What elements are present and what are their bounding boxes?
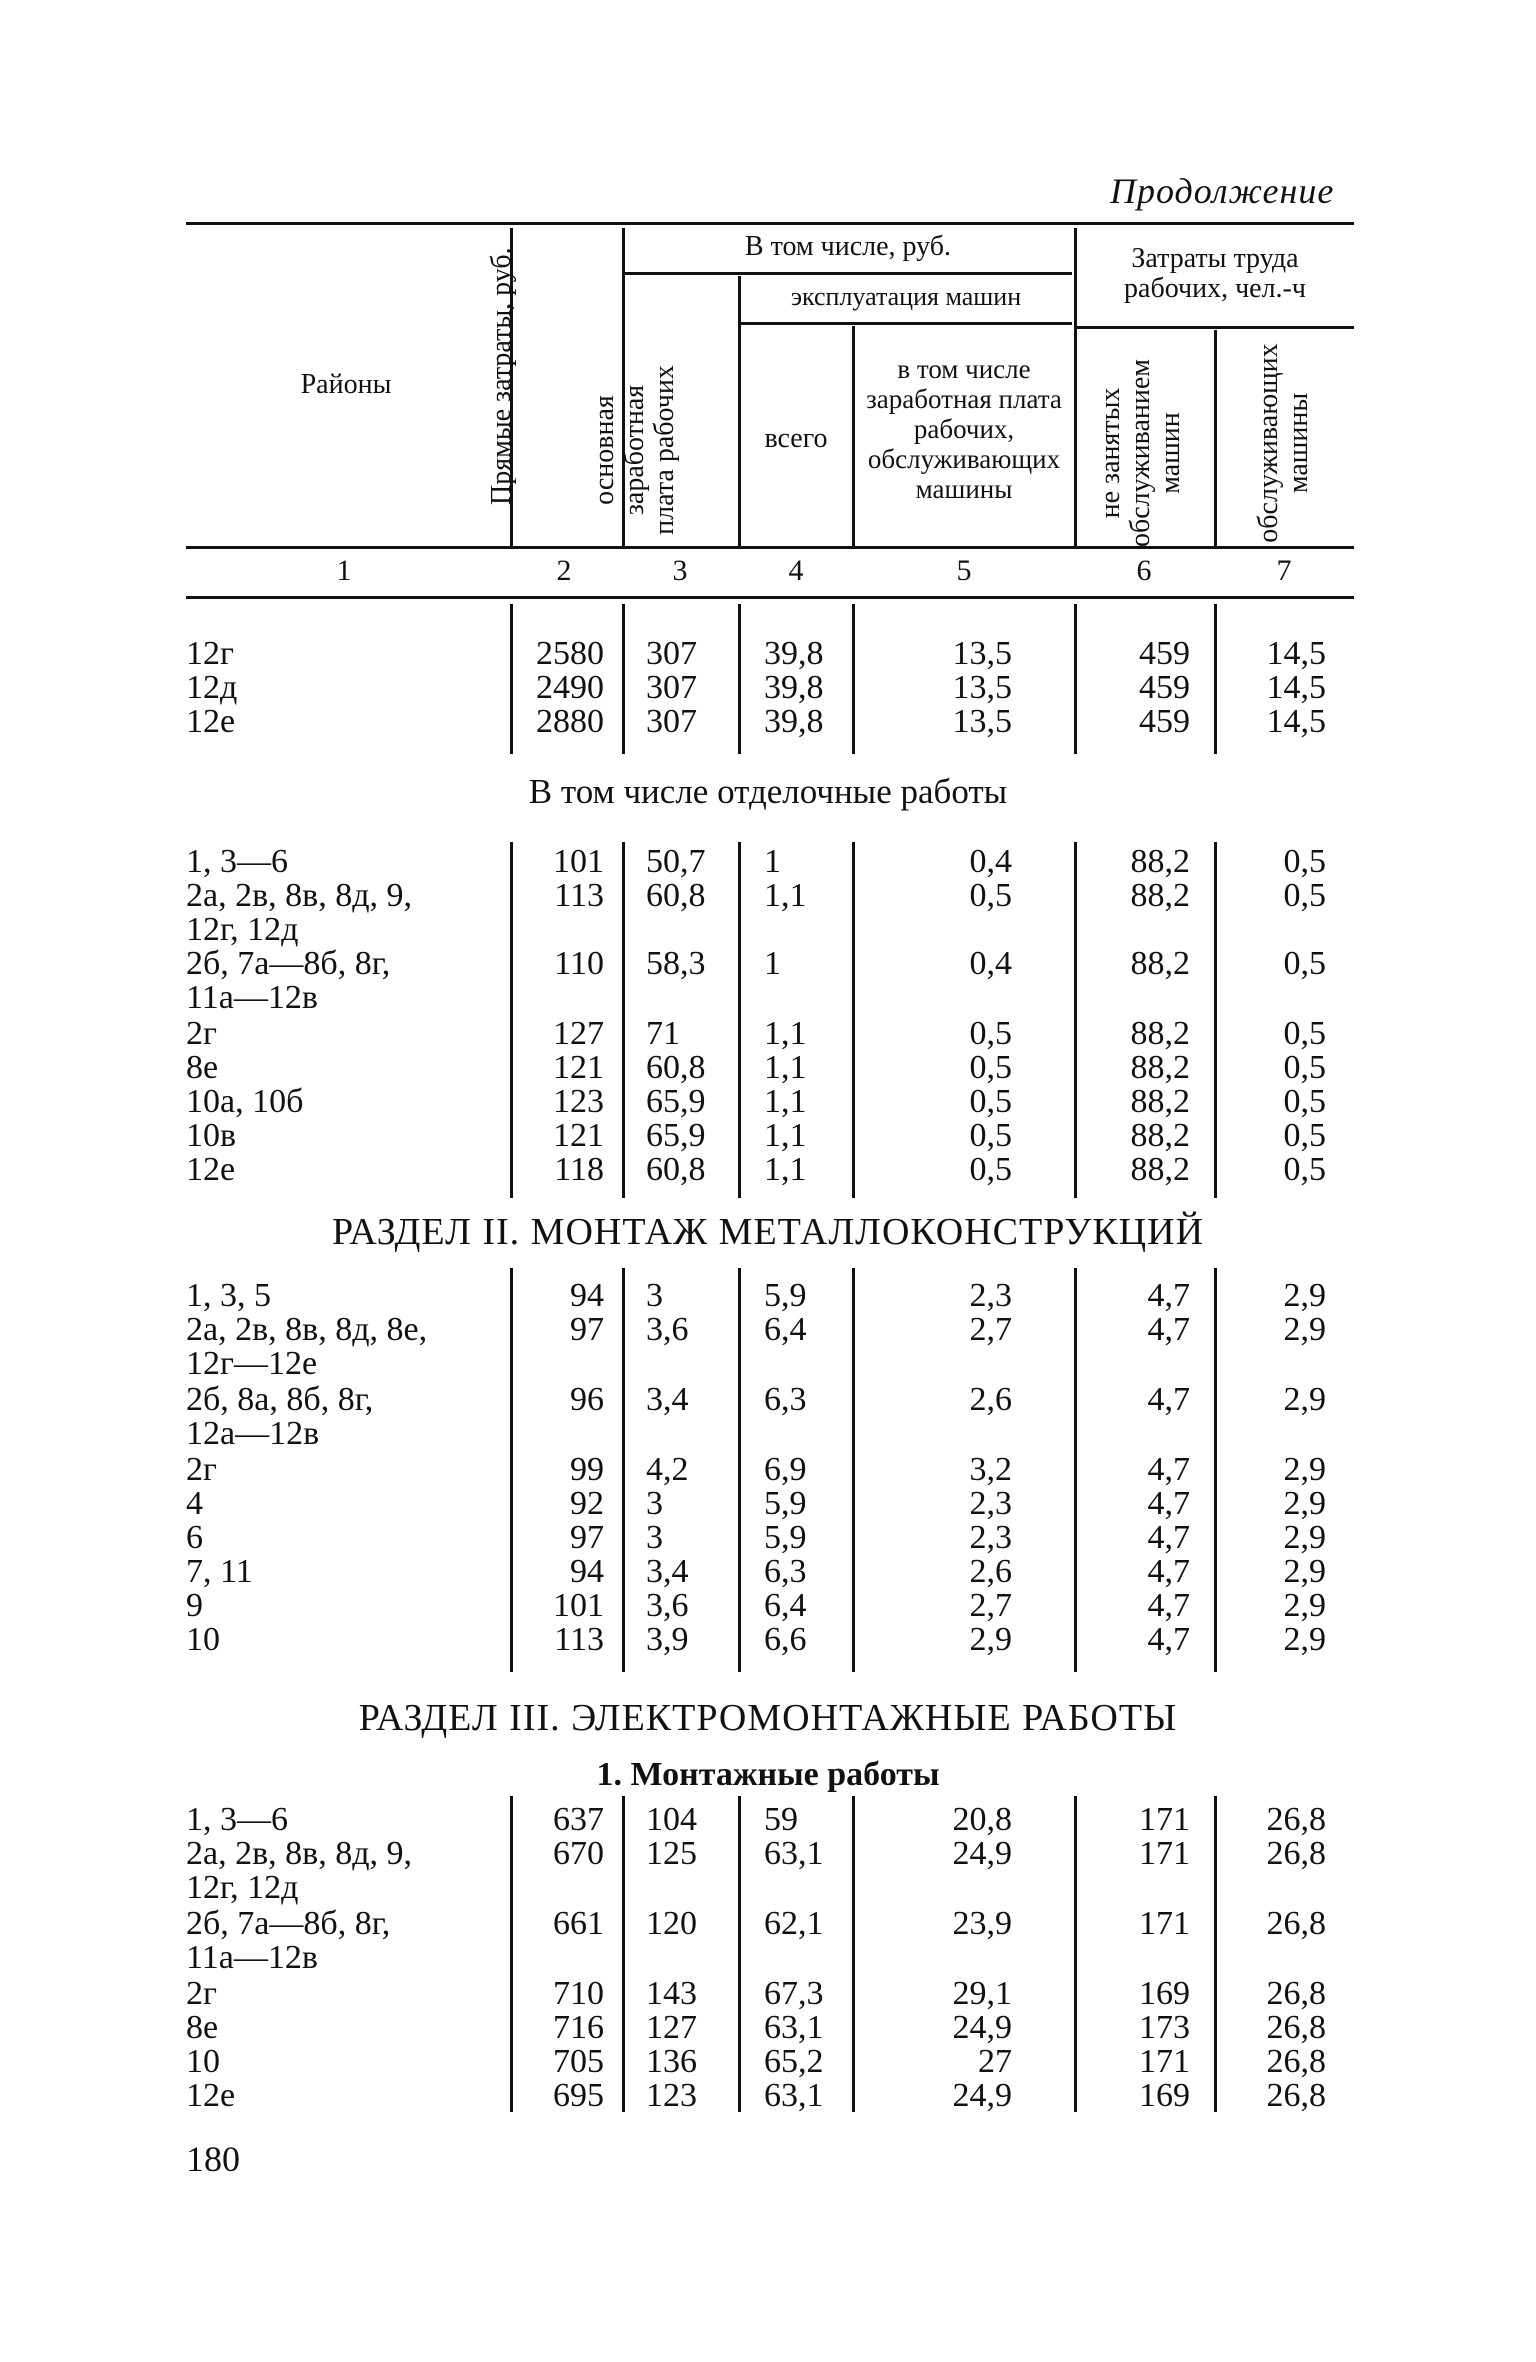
value-cell-col-3: 143	[646, 1975, 697, 2012]
value-cell-col-5: 24,9	[952, 2009, 1012, 2046]
value-cell-col-4: 39,8	[764, 635, 824, 672]
value-cell-col-6: 4,7	[1147, 1451, 1190, 1488]
value-cell-col-2: 118	[554, 1151, 604, 1188]
value-cell-col-5: 0,5	[969, 877, 1012, 914]
value-cell-col-7: 2,9	[1283, 1451, 1326, 1488]
value-cell-col-5: 2,3	[969, 1277, 1012, 1314]
value-cell-col-4: 62,1	[764, 1905, 824, 1942]
value-cell-col-7: 2,9	[1283, 1587, 1326, 1624]
value-cell-col-2: 101	[553, 1587, 604, 1624]
colnum-5: 5	[956, 554, 972, 587]
value-cell-col-3: 58,3	[646, 945, 706, 982]
value-cell-col-7: 26,8	[1266, 2043, 1326, 2080]
header-including-rub: В том числе, руб.	[744, 231, 952, 262]
colnum-4: 4	[788, 554, 804, 587]
column-separator	[1074, 842, 1077, 1198]
value-cell-col-5: 2,6	[969, 1381, 1012, 1418]
value-cell-col-6: 88,2	[1130, 945, 1190, 982]
value-cell-col-4: 5,9	[764, 1519, 807, 1556]
value-cell-col-7: 0,5	[1283, 1049, 1326, 1086]
header-base-wages: основная заработная плата рабочих	[589, 365, 680, 535]
page-number: 180	[186, 2139, 240, 2179]
header-direct-costs-text: Прямые затраты, руб.	[486, 247, 517, 505]
section-3-title: РАЗДЕЛ III. ЭЛЕКТРОМОНТАЖНЫЕ РАБОТЫ	[358, 1697, 1178, 1739]
district-cell: 9	[186, 1587, 203, 1624]
value-cell-col-7: 14,5	[1266, 635, 1326, 672]
header-machine-operation: эксплуатация машин	[790, 282, 1022, 311]
value-cell-col-4: 63,1	[764, 1835, 824, 1872]
value-cell-col-7: 26,8	[1266, 1975, 1326, 2012]
value-cell-col-2: 94	[570, 1553, 604, 1590]
value-cell-col-3: 3,9	[646, 1621, 689, 1658]
value-cell-col-3: 60,8	[646, 877, 706, 914]
value-cell-col-4: 6,3	[764, 1553, 807, 1590]
column-separator	[1214, 1796, 1217, 2112]
value-cell-col-7: 26,8	[1266, 1905, 1326, 1942]
colnum-2: 2	[556, 554, 572, 587]
value-cell-col-7: 26,8	[1266, 2077, 1326, 2114]
colnum-7: 7	[1276, 554, 1292, 587]
colnum-bottom-rule	[186, 596, 1354, 599]
value-cell-col-2: 99	[570, 1451, 604, 1488]
district-cell: 12д	[186, 669, 238, 706]
value-cell-col-4: 63,1	[764, 2009, 824, 2046]
value-cell-col-4: 6,6	[764, 1621, 807, 1658]
column-separator	[622, 1796, 625, 2112]
value-cell-col-3: 120	[646, 1905, 697, 1942]
district-cell: 2а, 2в, 8в, 8д, 9,	[186, 877, 412, 914]
value-cell-col-3: 136	[646, 2043, 697, 2080]
value-cell-col-6: 171	[1139, 1835, 1190, 1872]
value-cell-col-5: 2,7	[969, 1311, 1012, 1348]
value-cell-col-7: 2,9	[1283, 1311, 1326, 1348]
value-cell-col-2: 94	[570, 1277, 604, 1314]
value-cell-col-2: 695	[553, 2077, 604, 2114]
value-cell-col-2: 121	[553, 1117, 604, 1154]
value-cell-col-3: 71	[646, 1015, 680, 1052]
value-cell-col-4: 6,4	[764, 1311, 807, 1348]
value-cell-col-6: 88,2	[1130, 843, 1190, 880]
value-cell-col-5: 0,5	[969, 1049, 1012, 1086]
value-cell-col-6: 4,7	[1147, 1621, 1190, 1658]
district-cell: 10	[186, 2043, 220, 2080]
district-cell: 12е	[186, 703, 236, 740]
value-cell-col-6: 171	[1139, 1801, 1190, 1838]
value-cell-col-5: 27	[978, 2043, 1012, 2080]
vline	[1214, 330, 1217, 546]
value-cell-col-3: 3,4	[646, 1553, 689, 1590]
value-cell-col-2: 127	[553, 1015, 604, 1052]
value-cell-col-3: 60,8	[646, 1151, 706, 1188]
district-cell-continued: 11а—12в	[186, 1939, 318, 1976]
value-cell-col-5: 2,3	[969, 1519, 1012, 1556]
value-cell-col-3: 307	[646, 669, 697, 706]
value-cell-col-6: 4,7	[1147, 1587, 1190, 1624]
value-cell-col-2: 101	[553, 843, 604, 880]
value-cell-col-2: 710	[553, 1975, 604, 2012]
value-cell-col-5: 29,1	[952, 1975, 1012, 2012]
value-cell-col-6: 88,2	[1130, 1015, 1190, 1052]
column-separator	[1214, 1268, 1217, 1672]
value-cell-col-3: 307	[646, 635, 697, 672]
header-top-rule	[186, 222, 1354, 225]
value-cell-col-3: 3	[646, 1485, 663, 1522]
value-cell-col-6: 459	[1139, 669, 1190, 706]
district-cell-continued: 12а—12в	[186, 1415, 320, 1452]
value-cell-col-5: 0,5	[969, 1151, 1012, 1188]
value-cell-col-2: 716	[553, 2009, 604, 2046]
hline	[624, 272, 1072, 275]
district-cell: 4	[186, 1485, 203, 1522]
value-cell-col-5: 2,9	[969, 1621, 1012, 1658]
district-cell: 8е	[186, 2009, 219, 2046]
value-cell-col-7: 2,9	[1283, 1277, 1326, 1314]
value-cell-col-2: 97	[570, 1519, 604, 1556]
value-cell-col-2: 113	[554, 1621, 604, 1658]
value-cell-col-6: 88,2	[1130, 1151, 1190, 1188]
district-cell-continued: 12г, 12д	[186, 911, 299, 948]
value-cell-col-7: 0,5	[1283, 1117, 1326, 1154]
value-cell-col-7: 0,5	[1283, 1015, 1326, 1052]
value-cell-col-6: 171	[1139, 1905, 1190, 1942]
value-cell-col-2: 110	[554, 945, 604, 982]
value-cell-col-5: 24,9	[952, 1835, 1012, 1872]
district-cell: 2б, 8а, 8б, 8г,	[186, 1381, 374, 1418]
district-cell: 1, 3, 5	[186, 1277, 271, 1314]
value-cell-col-2: 661	[553, 1905, 604, 1942]
value-cell-col-2: 2880	[536, 703, 604, 740]
value-cell-col-6: 169	[1139, 1975, 1190, 2012]
value-cell-col-5: 24,9	[952, 2077, 1012, 2114]
value-cell-col-7: 0,5	[1283, 1151, 1326, 1188]
value-cell-col-6: 88,2	[1130, 1083, 1190, 1120]
colnum-1: 1	[336, 554, 352, 587]
value-cell-col-3: 3,6	[646, 1587, 689, 1624]
value-cell-col-4: 1,1	[764, 877, 807, 914]
value-cell-col-7: 0,5	[1283, 945, 1326, 982]
value-cell-col-5: 0,4	[969, 945, 1012, 982]
value-cell-col-5: 13,5	[952, 635, 1012, 672]
colnum-6: 6	[1136, 554, 1152, 587]
value-cell-col-6: 173	[1139, 2009, 1190, 2046]
value-cell-col-6: 4,7	[1147, 1485, 1190, 1522]
value-cell-col-4: 59	[764, 1801, 798, 1838]
district-cell: 2б, 7а—8б, 8г,	[186, 945, 391, 982]
value-cell-col-5: 3,2	[969, 1451, 1012, 1488]
value-cell-col-4: 6,3	[764, 1381, 807, 1418]
value-cell-col-3: 307	[646, 703, 697, 740]
district-cell-continued: 12г—12е	[186, 1345, 318, 1382]
value-cell-col-4: 1	[764, 843, 781, 880]
value-cell-col-4: 63,1	[764, 2077, 824, 2114]
value-cell-col-4: 1,1	[764, 1083, 807, 1120]
value-cell-col-3: 104	[646, 1801, 697, 1838]
district-cell-continued: 11а—12в	[186, 979, 318, 1016]
value-cell-col-2: 92	[570, 1485, 604, 1522]
colnum-3: 3	[672, 554, 688, 587]
value-cell-col-6: 459	[1139, 635, 1190, 672]
value-cell-col-2: 97	[570, 1311, 604, 1348]
district-cell: 2г	[186, 1015, 217, 1052]
value-cell-col-7: 14,5	[1266, 669, 1326, 706]
value-cell-col-4: 1,1	[764, 1117, 807, 1154]
header-labor-costs: Затраты труда рабочих, чел.-ч	[1124, 243, 1306, 304]
value-cell-col-2: 113	[554, 877, 604, 914]
value-cell-col-6: 4,7	[1147, 1519, 1190, 1556]
district-cell: 2г	[186, 1451, 217, 1488]
value-cell-col-5: 0,5	[969, 1117, 1012, 1154]
district-cell: 10в	[186, 1117, 237, 1154]
column-separator	[1074, 1268, 1077, 1672]
value-cell-col-5: 2,6	[969, 1553, 1012, 1590]
value-cell-col-7: 2,9	[1283, 1519, 1326, 1556]
district-cell: 8е	[186, 1049, 219, 1086]
value-cell-col-5: 2,3	[969, 1485, 1012, 1522]
value-cell-col-4: 1,1	[764, 1151, 807, 1188]
value-cell-col-4: 67,3	[764, 1975, 824, 2012]
value-cell-col-7: 26,8	[1266, 2009, 1326, 2046]
value-cell-col-6: 459	[1139, 703, 1190, 740]
value-cell-col-4: 5,9	[764, 1485, 807, 1522]
value-cell-col-4: 1,1	[764, 1015, 807, 1052]
district-cell: 1, 3—6	[186, 1801, 288, 1838]
value-cell-col-7: 0,5	[1283, 877, 1326, 914]
header-incl-wages: в том числе заработная плата рабочих, обслуживающих машины	[866, 354, 1062, 504]
value-cell-col-2: 123	[553, 1083, 604, 1120]
district-cell: 1, 3—6	[186, 843, 288, 880]
hline	[1076, 326, 1354, 329]
header-not-machine: не занятых обслуживанием машин	[1095, 359, 1186, 548]
value-cell-col-3: 4,2	[646, 1451, 689, 1488]
value-cell-col-2: 705	[553, 2043, 604, 2080]
value-cell-col-5: 13,5	[952, 669, 1012, 706]
value-cell-col-3: 3,4	[646, 1381, 689, 1418]
district-cell: 12г	[186, 635, 234, 672]
value-cell-col-7: 2,9	[1283, 1485, 1326, 1522]
district-cell: 7, 11	[186, 1553, 253, 1590]
value-cell-col-7: 26,8	[1266, 1835, 1326, 1872]
district-cell: 2б, 7а—8б, 8г,	[186, 1905, 391, 1942]
value-cell-col-3: 125	[646, 1835, 697, 1872]
district-cell: 12е	[186, 2077, 236, 2114]
value-cell-col-2: 637	[553, 1801, 604, 1838]
value-cell-col-6: 4,7	[1147, 1381, 1190, 1418]
continuation-label: Продолжение	[1110, 171, 1335, 211]
value-cell-col-3: 65,9	[646, 1083, 706, 1120]
value-cell-col-3: 127	[646, 2009, 697, 2046]
district-cell: 2а, 2в, 8в, 8д, 9,	[186, 1835, 412, 1872]
value-cell-col-6: 88,2	[1130, 877, 1190, 914]
district-cell: 10а, 10б	[186, 1083, 304, 1120]
value-cell-col-5: 23,9	[952, 1905, 1012, 1942]
value-cell-col-2: 2580	[536, 635, 604, 672]
value-cell-col-3: 60,8	[646, 1049, 706, 1086]
subsection-mounting-works: 1. Монтажные работы	[596, 1756, 940, 1793]
value-cell-col-6: 169	[1139, 2077, 1190, 2114]
value-cell-col-3: 123	[646, 2077, 697, 2114]
value-cell-col-2: 670	[553, 1835, 604, 1872]
value-cell-col-7: 2,9	[1283, 1553, 1326, 1590]
value-cell-col-3: 3	[646, 1519, 663, 1556]
header-districts: Районы	[300, 369, 392, 400]
value-cell-col-4: 39,8	[764, 669, 824, 706]
column-separator	[1074, 604, 1077, 754]
value-cell-col-5: 13,5	[952, 703, 1012, 740]
value-cell-col-5: 0,5	[969, 1083, 1012, 1120]
subtitle-finishing-works: В том числе отделочные работы	[528, 772, 1008, 811]
vline	[738, 276, 741, 546]
value-cell-col-4: 6,4	[764, 1587, 807, 1624]
value-cell-col-3: 65,9	[646, 1117, 706, 1154]
value-cell-col-4: 1	[764, 945, 781, 982]
value-cell-col-3: 3,6	[646, 1311, 689, 1348]
value-cell-col-4: 6,9	[764, 1451, 807, 1488]
column-separator	[622, 1268, 625, 1672]
value-cell-col-6: 4,7	[1147, 1311, 1190, 1348]
column-separator	[622, 842, 625, 1198]
value-cell-col-7: 0,5	[1283, 843, 1326, 880]
column-separator	[1214, 604, 1217, 754]
hline	[740, 322, 1072, 325]
value-cell-col-4: 5,9	[764, 1277, 807, 1314]
value-cell-col-5: 0,5	[969, 1015, 1012, 1052]
district-cell: 2а, 2в, 8в, 8д, 8е,	[186, 1311, 428, 1348]
district-cell: 12е	[186, 1151, 236, 1188]
value-cell-col-2: 96	[570, 1381, 604, 1418]
value-cell-col-7: 0,5	[1283, 1083, 1326, 1120]
column-separator	[1074, 1796, 1077, 2112]
header-machine-serv: обслуживающих машины	[1253, 343, 1314, 543]
value-cell-col-3: 3	[646, 1277, 663, 1314]
district-cell-continued: 12г, 12д	[186, 1869, 299, 1906]
value-cell-col-7: 2,9	[1283, 1621, 1326, 1658]
value-cell-col-7: 14,5	[1266, 703, 1326, 740]
value-cell-col-5: 2,7	[969, 1587, 1012, 1624]
value-cell-col-6: 88,2	[1130, 1117, 1190, 1154]
value-cell-col-6: 171	[1139, 2043, 1190, 2080]
value-cell-col-2: 121	[553, 1049, 604, 1086]
district-cell: 2г	[186, 1975, 217, 2012]
vline	[852, 326, 855, 546]
value-cell-col-7: 2,9	[1283, 1381, 1326, 1418]
value-cell-col-6: 4,7	[1147, 1277, 1190, 1314]
value-cell-col-6: 4,7	[1147, 1553, 1190, 1590]
value-cell-col-7: 26,8	[1266, 1801, 1326, 1838]
value-cell-col-6: 88,2	[1130, 1049, 1190, 1086]
value-cell-col-4: 65,2	[764, 2043, 824, 2080]
value-cell-col-4: 39,8	[764, 703, 824, 740]
value-cell-col-4: 1,1	[764, 1049, 807, 1086]
header-total: всего	[764, 423, 828, 454]
header-direct-costs	[486, 247, 557, 505]
district-cell: 6	[186, 1519, 203, 1556]
section-2-title: РАЗДЕЛ II. МОНТАЖ МЕТАЛЛОКОНСТРУКЦИЙ	[331, 1211, 1205, 1253]
value-cell-col-5: 0,4	[969, 843, 1012, 880]
value-cell-col-2: 2490	[536, 669, 604, 706]
column-separator	[1214, 842, 1217, 1198]
column-separator	[622, 604, 625, 754]
value-cell-col-5: 20,8	[952, 1801, 1012, 1838]
value-cell-col-3: 50,7	[646, 843, 706, 880]
district-cell: 10	[186, 1621, 220, 1658]
